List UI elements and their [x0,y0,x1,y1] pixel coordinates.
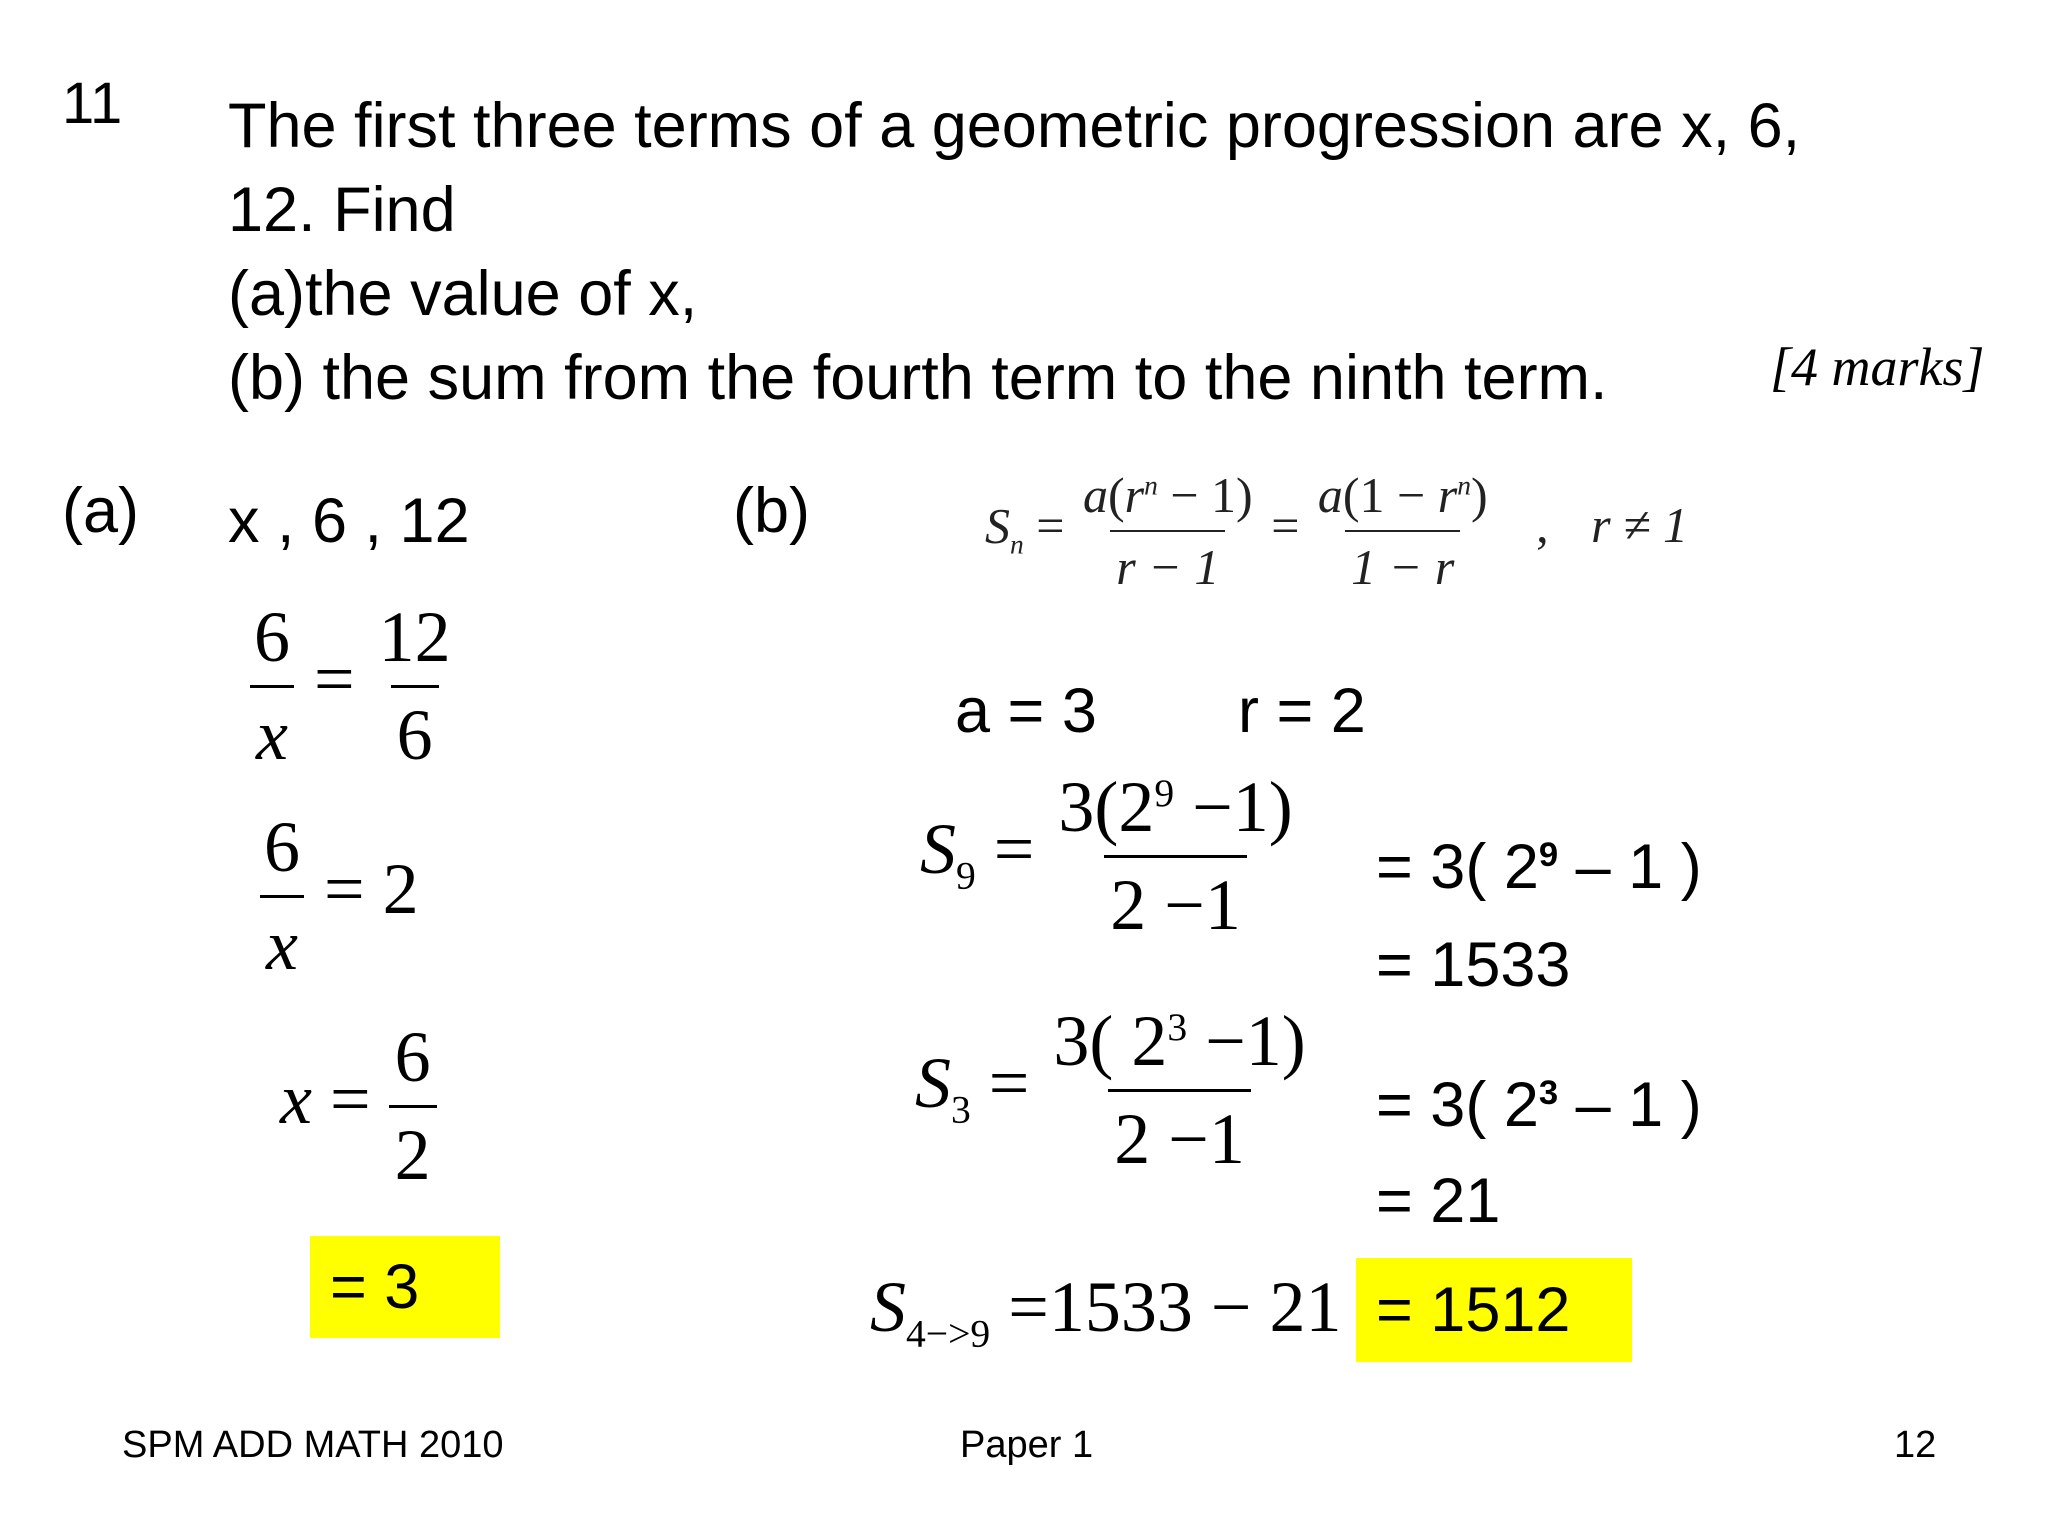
variable-x: x [280,1059,312,1140]
equals-sign: = [314,639,355,720]
part-a-step-3 [280,1016,437,1197]
question-number: 11 [62,71,123,136]
marks-label: [4 marks] [1770,337,1985,397]
page-number: 12 [1894,1424,1937,1466]
fraction [1312,466,1494,596]
s3-equation [915,1000,1312,1181]
part-a-answer: = 3 [310,1236,500,1338]
numerator-pre: 3(2 [1058,767,1155,847]
numerator-pre: 3( 2 [1053,1001,1168,1081]
fraction [373,596,457,777]
term-a: a [1317,467,1343,523]
denominator: x [260,895,304,987]
numerator-post: −1) [1187,1001,1306,1081]
fraction [389,1016,437,1197]
fraction [258,806,306,987]
s9-equation [920,766,1299,947]
exponent: 9 [1538,836,1559,874]
question-line-2: 12. Find [228,175,456,245]
equals-sign: = [993,809,1035,890]
fraction [1047,1000,1311,1181]
sum-symbol: S [915,1043,951,1124]
numerator: 6 [394,1017,431,1097]
sum-symbol: S [870,1267,906,1347]
fraction [1052,766,1298,947]
question-line-1: The first three terms of a geometric progression are x, 6, [228,91,1801,161]
part-a-step-1 [248,596,457,777]
fraction [1077,466,1259,596]
equals-sign: = [329,1059,371,1140]
denominator: 2 −1 [1104,855,1247,947]
subscript: 3 [951,1087,971,1132]
question-line-4: (b) the sum from the fourth term to the ninth term. [228,343,1608,413]
expression: =1533 − 21 [1008,1267,1342,1347]
text: – 1 ) [1558,1070,1702,1140]
equals-sign: = [988,1043,1030,1124]
numerator-rest: − 1) [1157,467,1253,523]
numerator: 12 [378,597,451,677]
question-line-3: (a)the value of x, [228,259,698,329]
numerator [1312,466,1494,530]
s9-line-1 [1376,832,1702,902]
denominator: 1 − r [1345,530,1460,596]
condition: r ≠ 1 [1591,497,1689,554]
paren-open: ( [1107,467,1125,523]
part-b-label: (b) [733,476,810,546]
a-value: a = 3 [955,676,1097,746]
footer-center: Paper 1 [960,1424,1094,1466]
fraction [248,596,296,777]
numerator [1047,1000,1311,1089]
part-a-step-2 [258,806,419,987]
sum-symbol: S [920,809,956,890]
equals-sign: = [1036,497,1065,554]
text: – 1 ) [1558,832,1702,902]
numerator-post: −1) [1174,767,1293,847]
term-a: a [1082,467,1108,523]
equals-sign: = [1271,497,1300,554]
equals-sign: = [324,849,365,930]
sum-symbol: S [985,497,1010,554]
numerator-rest: (1 − [1342,467,1438,523]
comma: , [1536,497,1549,554]
term-r: r [1437,467,1458,523]
paren-close: ) [1470,467,1488,523]
s3-line-2: = 21 [1376,1166,1501,1236]
denominator: 2 [389,1105,437,1197]
part-b-answer: = 1512 [1356,1258,1632,1362]
exponent: n [1144,469,1158,501]
question-text [228,84,1800,420]
rhs-value: 2 [382,849,419,930]
part-a-label: (a) [62,476,139,546]
denominator: 2 −1 [1108,1089,1251,1181]
r-value: r = 2 [1238,676,1366,746]
exponent: 3 [1538,1074,1559,1112]
part-a-terms: x , 6 , 12 [228,486,470,556]
denominator: 6 [391,685,439,777]
numerator: 6 [264,807,300,887]
s9-line-2: = 1533 [1376,930,1571,1000]
numerator [1077,466,1259,530]
exponent: n [1457,469,1471,501]
exponent: 9 [1154,771,1175,815]
exponent: 3 [1167,1005,1188,1049]
gp-sum-formula [985,466,1688,596]
denominator: x [250,685,294,777]
subscript: 9 [956,853,976,898]
footer-left: SPM ADD MATH 2010 [122,1424,504,1466]
s3-line-1 [1376,1070,1702,1140]
text: = 3( 2 [1376,832,1539,902]
denominator: r − 1 [1110,530,1225,596]
sum-4-to-9-equation [870,1266,1342,1356]
subscript: n [1010,528,1024,560]
numerator [1052,766,1298,855]
term-r: r [1124,467,1145,523]
text: = 3( 2 [1376,1070,1539,1140]
numerator: 6 [254,597,290,677]
subscript: 4−>9 [906,1311,991,1356]
